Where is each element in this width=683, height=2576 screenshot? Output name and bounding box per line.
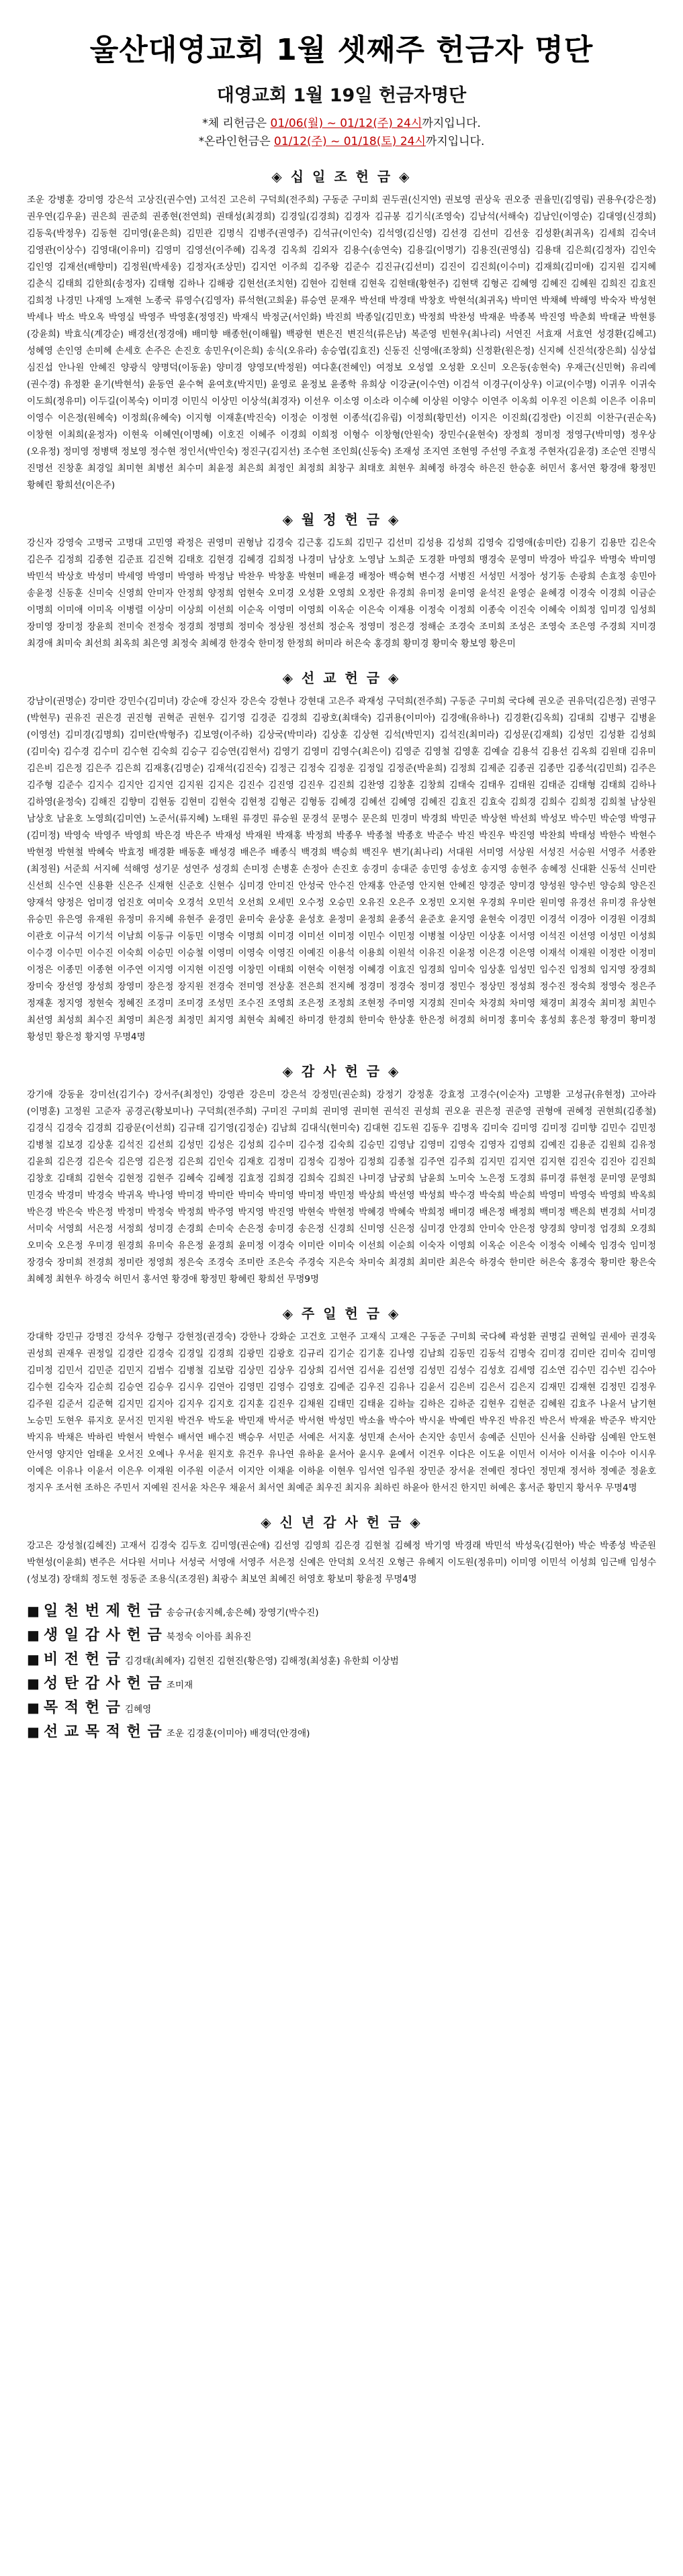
special-offerings <box>27 1600 656 1745</box>
special-names: 조미재 <box>166 1680 193 1691</box>
section-monthly <box>27 509 656 652</box>
section-heading: ◈ 감 사 헌 금 ◈ <box>282 1063 401 1079</box>
section-tithe <box>27 166 656 494</box>
section-names: 강남이(권명순) 강미란 강민수(김미녀) 강순애 강신자 강은숙 강현나 강현대 고은주 곽재성 구덕희(전주희) 구동준 구미희 국다혜 권오준 권유덕(김은정) 권영구(박현무) 권유진 권은경 권진형 권혁준 권현우 김기영 김경준 김경희 김광호(최태숙) 김귀용(이미아) 김경애(유하나) 김경환(김옥희) 김대희 김병구 김병윤(이영선) 김미경(김명희) 김미란(박형주) 김보영(이주하) 김상국(박미라) 김상훈 김상현 김석(박민지) 김석진(최미라) 김성문(김재희) 김성민 김성환 김성희(김미숙) 김수경 김수미 김수현 김숙희 김승구 김승연(김현서) 김영기 김영미 김영수(최은이) 김영준 김영철 김영훈 김예슬 김용석 김용선 김옥희 김원태 김유미 김은비 김은정 김은주 김은희 김재홍(김명순) 김재석(김진숙) 김정근 김정숙 김정운 김정일 김정준(박윤희) 김정희 김제준 김종권 김종만 김종석(김민희) 김주은 김주형 김준수 김지수 김지안 김지연 김지원 김지은 김진수 김진영 김진우 김진희 김찬영 김창훈 김창희 김태숙 김태우 김태원 김태준 김태형 김태희 김하나 김하영(윤정숙) 김해진 김향미 김현동 김현미 김현숙 김현정 김형곤 김형동 김혜경 김혜선 김혜영 김혜진 김효진 김효숙 김희경 김희수 김희정 김희철 남상원 남상호 남윤호 노영희(김미연) 노준서(류지혜) 노태원 류경민 류승원 문경석 문명수 문은희 민경미 박경희 박민준 박상현 박선희 박성모 박수민 박순영 박영규(김미정) 박영숙 박영주 박영희 박은경 박은주 박재성 박재원 박재홍 박정희 박종우 박종철 박종호 박준수 박진 박진우 박진영 박찬희 박태성 박한수 박현수 박현정 박현철 박혜숙 박효정 배경환 배동훈 배성경 배은주 배종식 백경희 백승희 백진우 변기(최나리) 서대원 서미영 서상원 서성진 서승원 서영주 서종완(최정원) 서준희 서지혜 석해영 성기문 성연주 성경희 손미정 손병훈 손정아 손진호 송경미 송대준 송민영 송성호 송지영 송현주 송혜정 신대환 신동석 신미란 신선희 신수연 신용환 신은주 신재현 신준호 신현수 심미경 안미진 안성국 안수진 안재홍 안준영 안지현 안혜진 양경준 양미경 양성원 양수빈 양승희 양은진 양재석 양정은 엄미경 엄진호 여미숙 오경석 오민석 오선희 오세민 오수정 오승민 오유진 오은주 오정민 오지현 우경희 우미란 원미영 유경선 유미경 유상현 유승민 유은영 유재원 유정미 유지혜 유현주 윤경민 윤미숙 윤상훈 윤성호 윤정미 윤정희 윤종석 윤준호 윤지영 윤현숙 이경민 이경석 이경아 이경원 이경희 이관호 이규석 이기석 이남희 이동규 이동민 이명숙 이명희 이미경 이미선 이미정 이민수 이민정 이병철 이상민 이상훈 이서영 이석진 이선영 이성민 이성희 이수경 이수민 이수진 이숙희 이승민 이승철 이영미 이영숙 이영진 이예진 이용석 이용희 이원석 이유진 이윤정 이은경 이은영 이재석 이재원 이정란 이정미 이정은 이종민 이종현 이주연 이지영 이지현 이진영 이창민 이태희 이현숙 이현정 이혜경 이효진 임경희 임미숙 임상훈 임성민 임수진 임정희 임지영 장경희 장미숙 장선영 장성희 장영미 장은정 장지원 전경숙 전미영 전상훈 전은희 전지혜 정경미 정경숙 정미경 정민수 정상민 정성희 정수진 정숙희 정영숙 정은주 정재훈 정지영 정현숙 정혜진 조경미 조미경 조성민 조수진 조영희 조은정 조정희 조현정 주미영 지경희 진미숙 차경희 차미영 채경미 최경숙 최미정 최민수 최선영 최성희 최수진 최영미 최은정 최정민 최지영 최현숙 최혜진 하미경 한경희 한미숙 한상훈 한은정 허경희 허미정 홍미숙 홍성희 홍은정 황경미 황미정 황성민 황은정 황지영 무명4명 <box>27 697 656 1042</box>
special-label: 선 교 목 적 헌 금 <box>43 1724 163 1740</box>
special-label: 성 탄 감 사 헌 금 <box>43 1675 163 1692</box>
special-row-birthday <box>27 1624 656 1648</box>
special-label: 생 일 감 사 헌 금 <box>43 1627 163 1644</box>
section-sunday <box>27 1303 656 1497</box>
notice-online-prefix: *온라인헌금은 <box>198 135 275 148</box>
special-row-thousand <box>27 1600 656 1624</box>
section-mission <box>27 667 656 1046</box>
section-names: 조운 강병훈 강미영 강은석 고상진(권수연) 고석진 고은히 구덕희(전주희) 구동준 구미희 권두권(신지연) 권보영 권상욱 권오중 권율민(김영림) 권용우(강은정) 권우연(김우윤) 권은희 권준희 권종현(전연희) 권태성(최경희) 김경일(김경희) 김경자 김규봉 김기식(조영숙) 김남석(서해숙) 김남인(이영순) 김대영(신경희) 김동욱(박정우) 김동현 김미영(윤은희) 김민관 김명식 김병주(권영주) 김석규(이인숙) 김석영(김신영) 김선경 김선미 김선웅 김성환(최귀옥) 김세희 김숙녀 김영관(이상수) 김영대(이유미) 김영미 김영선(이주혜) 김옥경 김옥희 김외자 김용수(송연숙) 김용길(이명기) 김용진(권영심) 김용태 김은희(김정자) 김인숙 김인영 김재선(배향미) 김정원(박세웅) 김정자(조상민) 김지언 이주희 김주왕 김준수 김진규(김선미) 김진이 김진희(이수미) 김재희(김미애) 김지원 김지혜 김춘식 김태희 김한희(송정자) 김태형 김하나 김해광 김현선(조치현) 김현아 김현태 김현욱 김현태(황현주) 김현택 김형곤 김혜영 김혜진 김혜원 김희진 김효진 김희정 나경민 나재영 노재현 노종국 류영수(김영자) 류석현(고희윤) 류승연 문재우 박선태 박경태 박창호 박현석(최귀옥) 박미연 박채혜 박해영 박숙자 박성현 박세나 박소 박오옥 박영실 박영주 박영훈(정영진) 박재식 박정군(서인화) 박진희 박종일(김민호) 박정희 박찬성 박재운 박종복 박진영 박춘회 박태균 박현룡(강윤희) 박효식(계강순) 배경선(정경애) 배미향 배종헌(이해월) 백광현 변은진 변진석(류은남) 복준영 빈현우(최나리) 서연진 서효재 서효연 성경환(김혜고) 성혜영 손인영 손미혜 손세호 손주은 손진호 송민우(이은희) 송식(오유라) 송승엽(김효진) 신동진 신영애(조창희) 신정환(원은정) 신지혜 신진석(장은희) 심상섭 심진섭 안나원 안혜진 양광식 양명덕(이동윤) 양미경 양영모(박정원) 여다훈(전혜인) 여정보 오성열 오성환 오신미 오은동(송현숙) 우재근(신민혁) 유리예(권수경) 유정환 윤기(박현석) 윤동연 윤수혁 윤여호(박지민) 윤영로 윤정보 윤종학 유희상 이강균(이수연) 이검석 이경구(이상우) 이교(이수명) 이귀우 이귀숙 이도희(정유미) 이두길(이복숙) 이미경 이민식 이상민 이상석(최경자) 이선우 이소영 이소라 이수혜 이상원 이양수 이연주 이옥희 이우진 이은희 이은주 이유미 이영수 이은정(원혜숙) 이정희(유혜숙) 이지형 이재훈(박진숙) 이정순 이정현 이종석(김유림) 이정희(황민선) 이지은 이진희(김정란) 이진희 이찬구(권순옥) 이창현 이최희(윤정자) 이현욱 이혜연(이명혜) 이호진 이혜주 이경희 이희정 이형수 이창형(안원숙) 장민수(윤현숙) 장정희 정미정 정영구(박미영) 정우상(오유정) 정미영 정병택 정보영 정수현 정인서(박인숙) 정진구(김지선) 조수현 조인희(신동숙) 조재성 조지연 조현영 주선영 주효정 주현자(김윤경) 조순연 진명식 진명선 진창훈 최경일 최미현 최병선 최수미 최윤정 최은희 최정인 최정희 최창구 최태호 최현우 최혜정 하경숙 하은진 한승훈 허민서 홍서연 황경애 황정민 황혜린 황희선(이은주) <box>27 195 656 491</box>
special-names: 북정숙 이아름 최유진 <box>166 1632 252 1642</box>
square-bullet-icon: ■ <box>27 1651 40 1667</box>
square-bullet-icon: ■ <box>27 1603 40 1619</box>
special-label: 일 천 번 제 헌 금 <box>43 1603 163 1620</box>
section-heading: ◈ 십 일 조 헌 금 ◈ <box>271 168 412 185</box>
notice-offline-suffix: 까지입니다. <box>422 117 481 130</box>
square-bullet-icon: ■ <box>27 1675 40 1691</box>
section-heading: ◈ 신 년 감 사 헌 금 ◈ <box>261 1514 422 1530</box>
square-bullet-icon: ■ <box>27 1699 40 1716</box>
section-names: 강대학 강민규 강명진 강석우 강형구 강현정(권경숙) 강한나 강화순 고건호 고현주 고재식 고재은 구동준 구미희 국다혜 곽성환 권명길 권혁일 권세아 권경욱 권성희 권재우 권정일 김경란 김경숙 김경일 김경희 김광민 김광호 김규리 김기순 김기훈 김나영 김남희 김동민 김동석 김명숙 김미경 김미란 김미숙 김미영 김미정 김민서 김민준 김민지 김범수 김병철 김보람 김상민 김상우 김상희 김서연 김서윤 김선영 김성민 김성수 김성호 김세영 김소연 김수민 김수빈 김수아 김수현 김숙자 김순희 김승연 김승우 김시우 김연아 김영민 김영수 김영호 김예준 김우진 김유나 김윤서 김은비 김은서 김은지 김재민 김재현 김정민 김정우 김주원 김준서 김준혁 김지민 김지아 김지우 김지호 김지훈 김진우 김채원 김태민 김태윤 김하늘 김하은 김하준 김현우 김현준 김혜원 김효주 나윤서 남기현 노승민 도현우 류지호 문서진 민지원 박건우 박도윤 박민재 박서준 박서현 박성민 박소율 박수아 박시윤 박예린 박우진 박유진 박은서 박재윤 박준우 박지안 박지유 박채은 박하린 박현서 박현수 배서연 배수진 백승우 서민준 서예은 서지훈 성민재 손서아 손지안 송민서 송예준 신민아 신서율 신하람 심예원 안도현 안서영 양지안 엄태윤 오서진 오예나 우서윤 원지호 유건우 유나연 유하윤 윤서아 윤시우 윤예서 이건우 이다은 이도윤 이민서 이서아 이서율 이수아 이시우 이예은 이유나 이윤서 이은우 이재원 이주원 이준서 이지안 이채윤 이하윤 이현우 임서연 임주원 장민준 장서윤 전예린 정다인 정민재 정서하 정예준 정윤호 정지우 조서현 조하은 주민서 지예원 진서윤 차은우 채윤서 최서연 최예준 최우진 최지유 최하린 하윤아 한서진 한지민 허예은 홍서준 황민지 황서우 무명4명 <box>27 1332 656 1493</box>
special-names: 김경태(최혜자) 김현진 김현진(황은영) 김해정(최성훈) 유한희 이상범 <box>124 1656 399 1667</box>
section-names: 강고은 강성철(김혜진) 고재서 김경숙 김두호 김미영(권순애) 김선영 김영희 김은경 김현철 김혜정 박기영 박경래 박민석 박성욱(김현아) 박순 박종성 박준원 박현성(이윤희) 변주은 서다원 서미나 서성국 서영애 서영주 서은정 신예은 안덕희 오석진 오형근 유혜지 이도원(정유미) 이미영 이민석 이성희 임근배 임성수(성보경) 장태희 정도현 정동준 조용식(조경원) 최광수 최보연 최혜진 허영호 황보미 황윤정 무명4명 <box>27 1541 656 1585</box>
special-label: 목 적 헌 금 <box>43 1699 121 1716</box>
section-heading: ◈ 선 교 헌 금 ◈ <box>282 670 401 686</box>
special-label: 비 전 헌 금 <box>43 1651 121 1668</box>
notice-offline-prefix: *체 리헌금은 <box>202 117 271 130</box>
section-heading: ◈ 주 일 헌 금 ◈ <box>282 1305 401 1322</box>
section-heading: ◈ 월 정 헌 금 ◈ <box>282 511 401 528</box>
notice-online-dates: 01/12(주) ~ 01/18(토) 24시 <box>274 135 426 148</box>
section-names: 강기애 강동윤 강미선(김기수) 강서주(최정인) 강영관 강은미 강은석 강정민(권순희) 강정기 강정훈 강효정 고경수(이순자) 고명환 고성규(유현정) 고아라(이명훈) 고정원 고준자 공경곤(황보미나) 구덕희(전주희) 구미진 구미희 권미영 권미현 권석진 권성희 권오윤 권은정 권준영 권형애 권혜정 권현희(김종철) 김경식 김경숙 김경희 김광문(이선희) 김규태 김기영(김정순) 김남희 김대식(현미숙) 김대현 김도원 김동우 김명옥 김미숙 김미영 김미정 김미향 김민수 김민정 김병철 김보경 김상훈 김석진 김선희 김성민 김성은 김성희 김수미 김수정 김숙희 김승민 김영남 김영미 김영숙 김영자 김영희 김예진 김용준 김원희 김유정 김윤희 김은경 김은숙 김은영 김은정 김은희 김인숙 김재호 김정미 김정숙 김정아 김정희 김종철 김주연 김주희 김지민 김지연 김지현 김진숙 김진아 김진희 김창호 김태희 김현숙 김현정 김현주 김혜숙 김혜정 김효정 김희경 김희숙 김희진 나미경 남궁희 남윤희 노미숙 노은정 도경희 류미경 류현정 문미영 문영희 민경숙 박경미 박경숙 박귀옥 박나영 박미경 박미란 박미숙 박미영 박미정 박민정 박상희 박선영 박성희 박수경 박숙희 박순희 박영미 박영숙 박영희 박옥희 박은경 박은숙 박은정 박정미 박정숙 박정희 박주영 박지영 박진영 박현숙 박현정 박혜경 박혜숙 박희정 배미경 배은정 배정희 백미정 백은희 변경희 서미경 서미숙 서영희 서은정 서정희 성미경 손경희 손미숙 손은정 송미경 송은정 신경희 신미영 신은정 심미경 안경희 안미숙 안은정 양경희 양미정 엄경희 오경희 오미숙 오은정 우미경 원경희 유미숙 유은정 윤경희 윤미정 이경숙 이미란 이미숙 이선희 이순희 이숙자 이영희 이옥순 이은숙 이정숙 이혜숙 임경숙 임미정 장경숙 장미희 전경희 정미란 정영희 정은숙 조경숙 조미란 조은숙 주경숙 지은숙 차미숙 최경희 최미란 최은숙 하경숙 한미란 허은숙 홍경숙 황미란 황은숙 최혜정 최현우 하경숙 허민서 홍서연 황경애 황정민 황혜린 황희선 무명9명 <box>27 1090 656 1285</box>
square-bullet-icon: ■ <box>27 1724 40 1740</box>
square-bullet-icon: ■ <box>27 1627 40 1643</box>
special-names: 송승규(송지혜,송은혜) 장영기(박수진) <box>166 1607 319 1618</box>
special-row-mission-purpose <box>27 1721 656 1745</box>
special-names: 조운 김경훈(이미아) 배경덕(안경애) <box>166 1728 310 1739</box>
page-title: 울산대영교회 1월 셋째주 헌금자 명단 <box>89 33 594 67</box>
notice-offline-dates: 01/06(월) ~ 01/12(주) 24시 <box>270 117 422 130</box>
special-names: 김혜영 <box>124 1704 152 1715</box>
section-thanksgiving <box>27 1060 656 1288</box>
special-row-purpose <box>27 1697 656 1721</box>
page-subtitle: 대영교회 1월 19일 헌금자명단 <box>216 85 467 106</box>
notice-offline <box>27 115 656 133</box>
special-row-vision <box>27 1648 656 1673</box>
notice-online-suffix: 까지입니다. <box>425 135 485 148</box>
special-row-christmas <box>27 1673 656 1697</box>
notice-online <box>27 133 656 151</box>
section-new-year <box>27 1512 656 1588</box>
section-names: 강신자 강영숙 고명국 고명대 고민영 곽정은 권영미 권형남 김경숙 김근홍 김도희 김민구 김선미 김성용 김성희 김영숙 김영애(송미란) 김용기 김용만 김은숙 김은주 김정희 김종현 김준표 김진혁 김태호 김현경 김혜경 김희정 나경미 남상호 노영남 노희준 도경환 마영희 맹경숙 문영미 박경아 박길우 박명숙 박미영 박민석 박상호 박성미 박세영 박영미 박영하 박정남 박찬우 박창훈 박현미 배윤경 배정아 백승혁 변수경 서병진 서성민 서정아 성기동 손광희 손효정 송민아 송윤정 신동훈 신미숙 신영희 안미자 안정희 양정희 엄현숙 오미경 오성환 오영희 오정란 유경희 유미정 윤미영 윤석진 윤영순 윤혜경 이경숙 이경희 이금순 이명희 이미애 이미옥 이병렬 이상미 이상희 이선희 이순옥 이영미 이영희 이옥순 이은숙 이재용 이정숙 이정희 이종숙 이진숙 이혜숙 이희정 임미경 임성희 장미영 장미정 장윤희 전미숙 전정숙 정경희 정명희 정미숙 정상원 정선희 정순옥 정영미 정은경 정해순 조경숙 조미희 조성은 조영숙 조은영 주경희 지미경 최경애 최미숙 최선희 최옥희 최은영 최정숙 최혜경 한경숙 한미정 한정희 허미라 허은숙 홍경희 황미경 황미숙 황보영 황은미 <box>27 538 656 649</box>
